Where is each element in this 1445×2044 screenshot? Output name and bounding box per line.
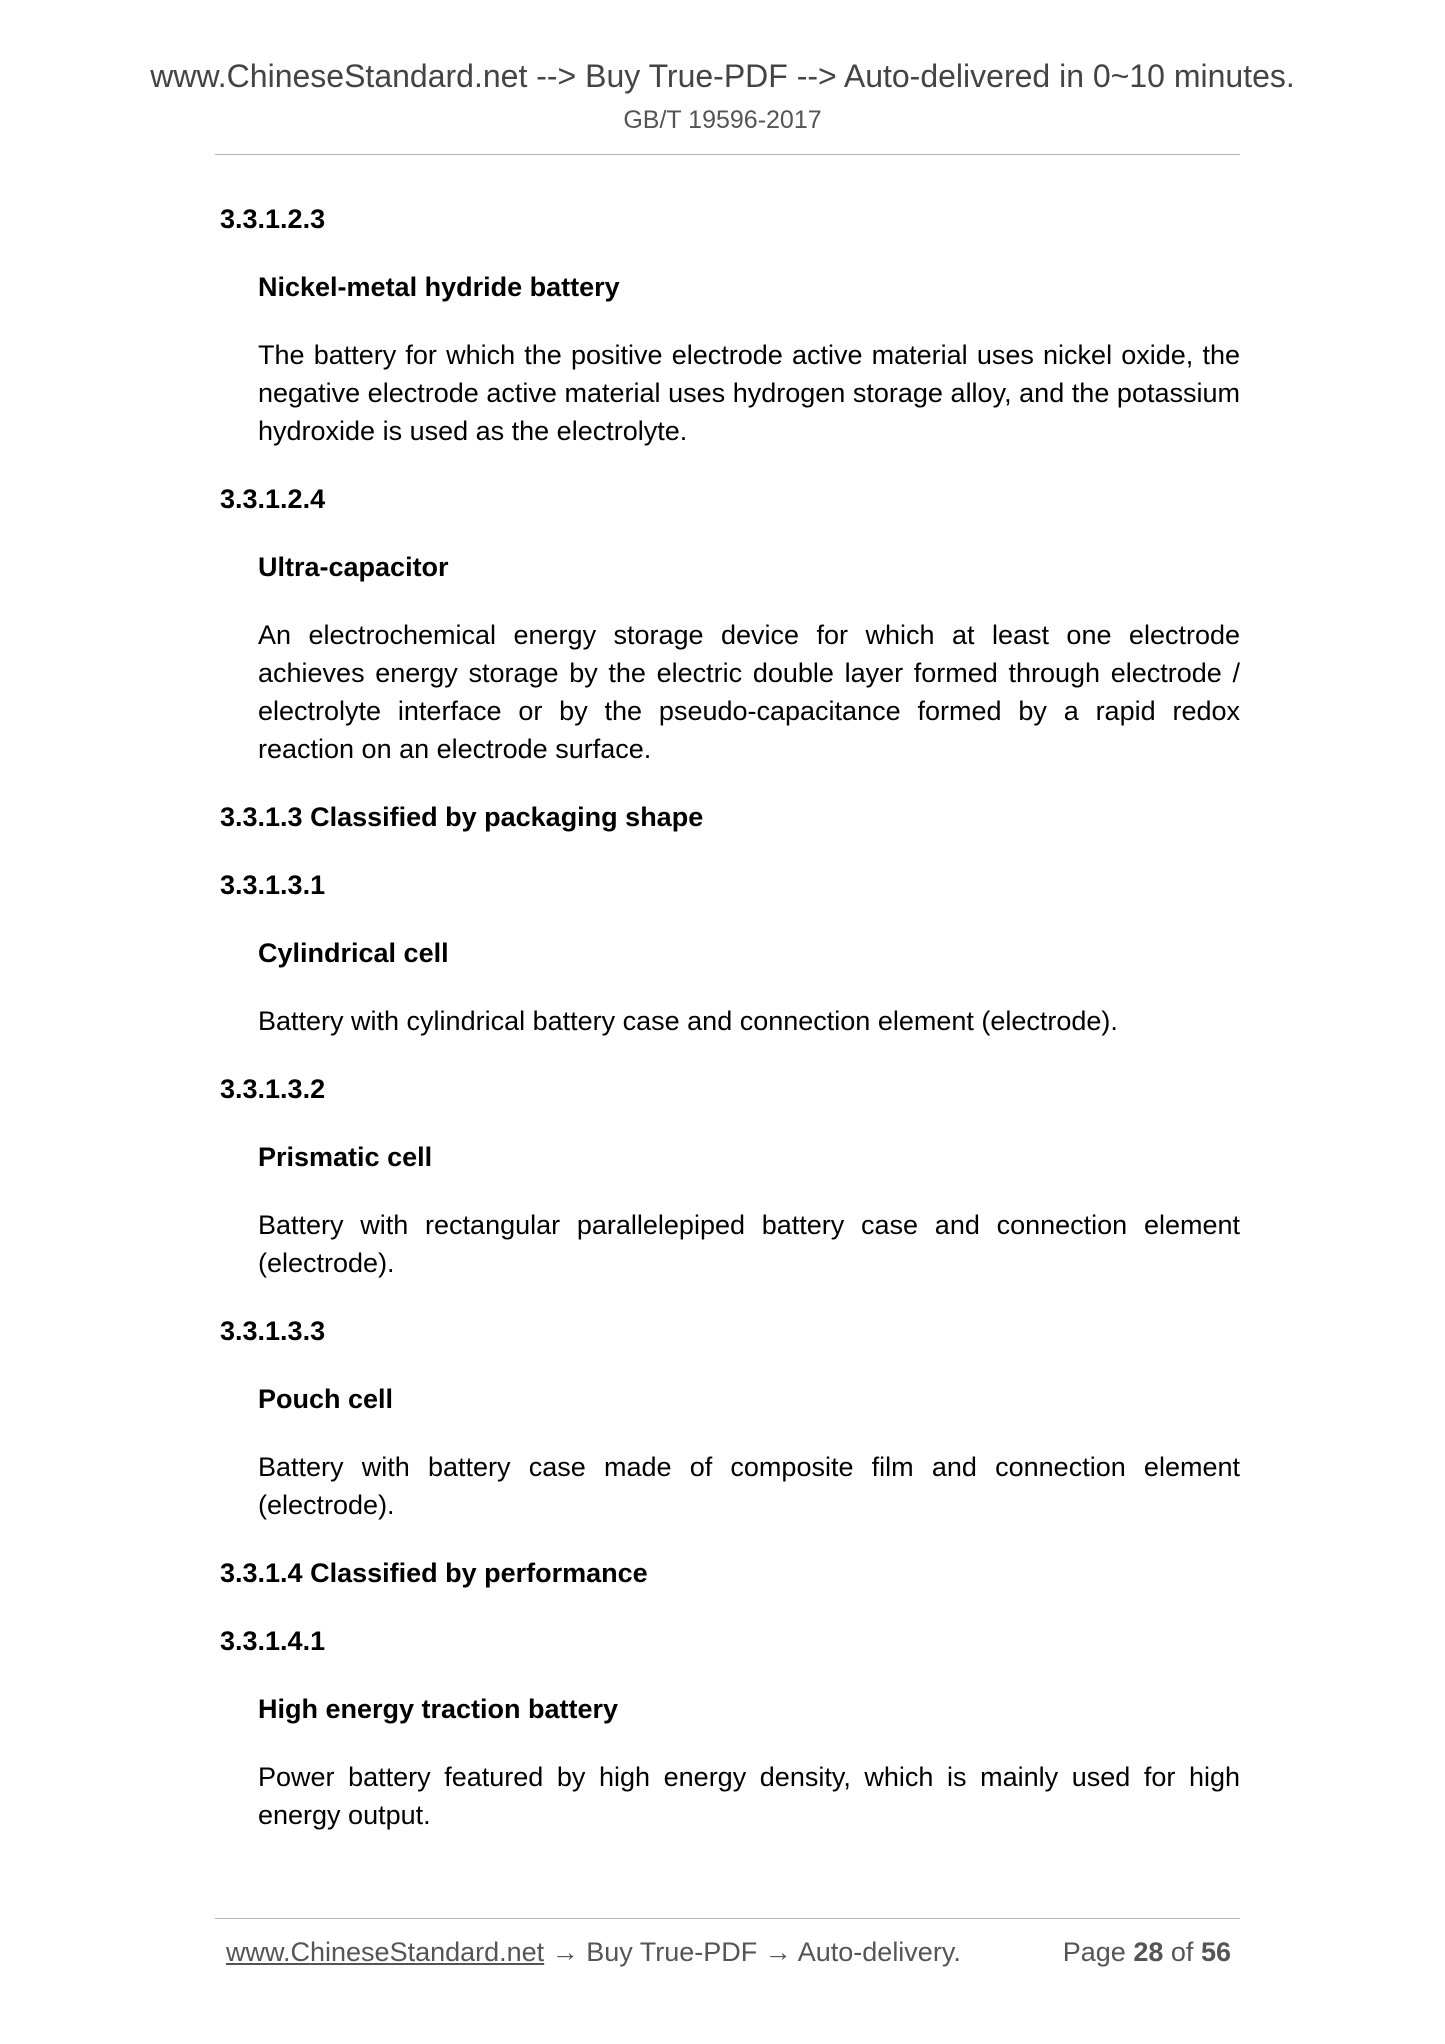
term-definition: Battery with cylindrical battery case and connection element (electrode). (258, 1006, 1118, 1036)
footer-promo-text: → Buy True-PDF → Auto-delivery. (544, 1937, 961, 1967)
of-label: of (1170, 1937, 1194, 1967)
footer-divider (215, 1918, 1240, 1919)
section-heading: 3.3.1.4 Classified by performance (220, 1558, 648, 1588)
header-divider (215, 154, 1240, 155)
page-total: 56 (1200, 1937, 1231, 1967)
term-definition: Battery with rectangular parallelepiped battery case and connection element (electrode). (258, 1210, 1240, 1278)
term-title: Cylindrical cell (258, 938, 449, 968)
page-label: Page (1062, 1937, 1126, 1967)
clause-number: 3.3.1.3.1 (220, 870, 326, 900)
page-number: 28 (1133, 1937, 1164, 1967)
section-heading: 3.3.1.3 Classified by packaging shape (220, 802, 704, 832)
clause-number: 3.3.1.4.1 (220, 1626, 326, 1656)
term-definition: Battery with battery case made of composite film and connection element (electrode). (258, 1452, 1240, 1520)
document-body (220, 200, 1240, 1834)
term-definition: Power battery featured by high energy density, which is mainly used for high energy output. (258, 1762, 1240, 1830)
term-title: Prismatic cell (258, 1142, 433, 1172)
clause-number: 3.3.1.2.4 (220, 484, 326, 514)
footer-site-link[interactable]: www.ChineseStandard.net (226, 1937, 545, 1967)
term-definition: An electrochemical energy storage device for which at least one electrode achieves energy storage by the electric double layer formed through electrode / electrolyte interface or by the pseudo-capacitance formed by a rapid redox reaction on an electrode surface. (258, 620, 1240, 764)
header-banner: www.ChineseStandard.net --> Buy True-PDF --> Auto-delivered in 0~10 minutes. (150, 58, 1295, 94)
page-indicator (1063, 1937, 1231, 1968)
footer-promo (226, 1937, 961, 1968)
term-title: High energy traction battery (258, 1694, 619, 1724)
clause-number: 3.3.1.3.3 (220, 1316, 326, 1346)
term-title: Ultra-capacitor (258, 552, 449, 582)
standard-number: GB/T 19596-2017 (623, 106, 822, 134)
clause-number: 3.3.1.3.2 (220, 1074, 326, 1104)
term-title: Nickel-metal hydride battery (258, 272, 620, 302)
term-title: Pouch cell (258, 1384, 394, 1414)
clause-number: 3.3.1.2.3 (220, 204, 326, 234)
term-definition: The battery for which the positive electrode active material uses nickel oxide, the negative electrode active material uses hydrogen storage alloy, and the potassium hydroxide is used as the electrolyte. (258, 340, 1240, 446)
